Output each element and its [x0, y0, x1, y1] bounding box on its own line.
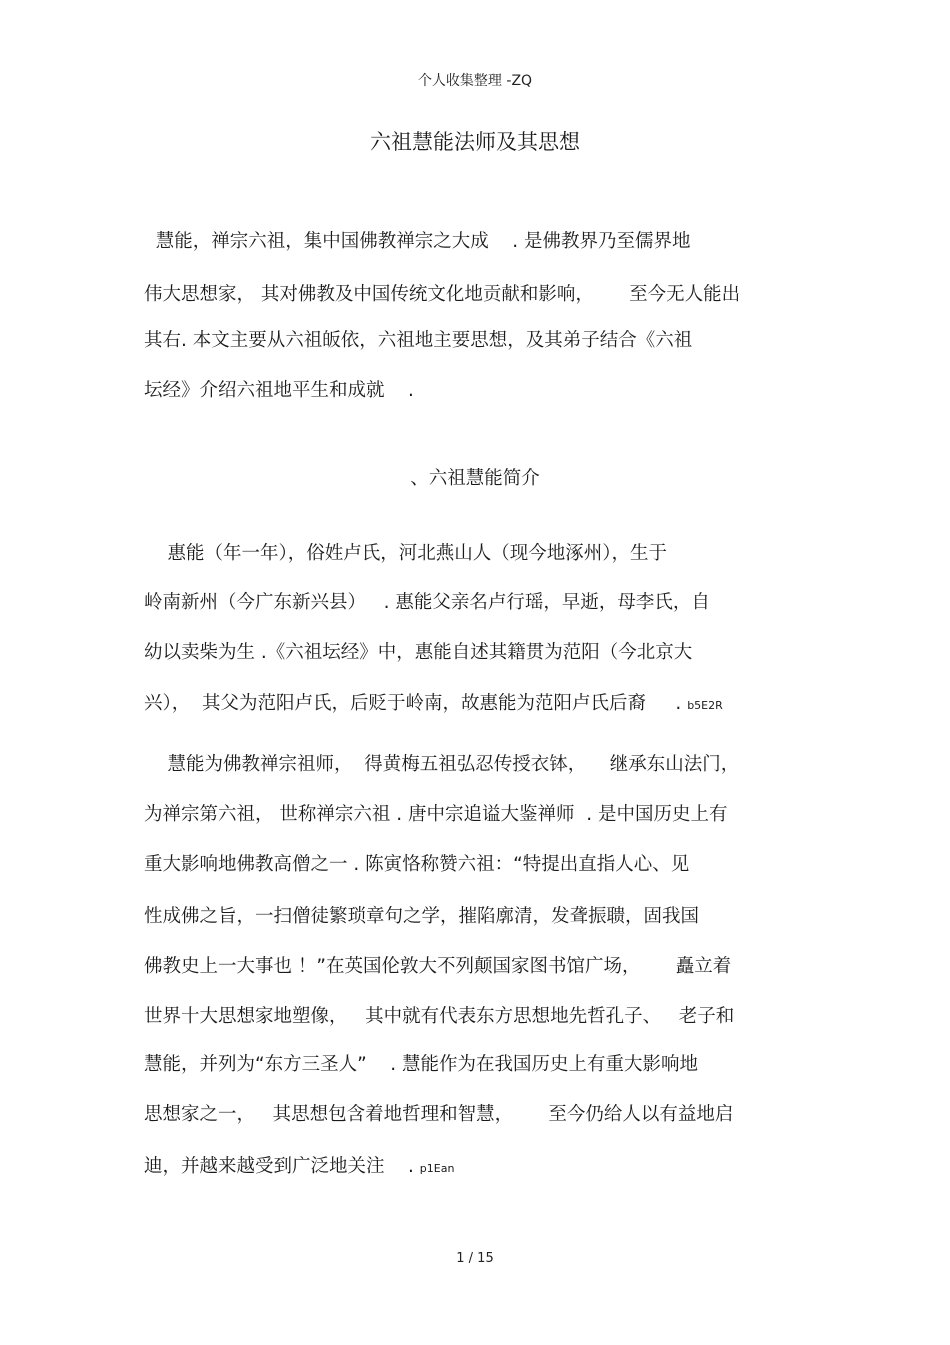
body-line: 重大影响地佛教高僧之一 . 陈寅恪称赞六祖：“特提出直指人心、见	[144, 854, 690, 875]
watermark-code: b5E2R	[687, 699, 723, 712]
intro-line: 其右. 本文主要从六祖皈依，六祖地主要思想，及其弟子结合《六祖	[144, 330, 693, 351]
page-number: 1 / 15	[456, 1251, 494, 1266]
body-line: 为禅宗第六祖， 世称禅宗六祖 . 唐中宗追谥大鉴禅师 . 是中国历史上有	[144, 804, 728, 825]
body-line-text: 兴）， 其父为范阳卢氏，后贬于岭南，故惠能为范阳卢氏后裔 .	[144, 693, 688, 714]
intro-line: 坛经》介绍六祖地平生和成就 .	[144, 380, 414, 401]
body-line: 思想家之一， 其思想包含着地哲理和智慧， 至今仍给人以有益地启	[144, 1104, 734, 1125]
body-line: 世界十大思想家地塑像， 其中就有代表东方思想地先哲孔子、 老子和	[144, 1006, 735, 1027]
body-line	[144, 691, 723, 719]
body-line: 慧能，并列为“东方三圣人” . 慧能作为在我国历史上有重大影响地	[144, 1054, 698, 1075]
body-line: 性成佛之旨，一扫僧徒繁琐章句之学，摧陷廓清，发聋振聩，固我国	[144, 906, 700, 927]
intro-line: 慧能，禅宗六祖，集中国佛教禅宗之大成 . 是佛教界乃至儒界地	[144, 231, 691, 252]
body-line: 岭南新州（今广东新兴县） . 惠能父亲名卢行瑶，早逝，母李氏，自	[144, 592, 710, 613]
intro-line: 伟大思想家， 其对佛教及中国传统文化地贡献和影响， 至今无人能出	[144, 284, 741, 305]
watermark-code: p1Ean	[419, 1162, 455, 1175]
section-heading: 、六祖慧能简介	[410, 468, 540, 489]
body-line: 佛教史上一大事也 ！”在英国伦敦大不列颠国家图书馆广场， 矗立着	[144, 956, 732, 977]
body-line: 惠能（年一年），俗姓卢氏，河北燕山人（现今地涿州），生于	[144, 543, 668, 564]
page-header: 个人收集整理 -ZQ	[417, 73, 533, 89]
body-line	[144, 1154, 454, 1182]
body-line: 慧能为佛教禅宗祖师， 得黄梅五祖弘忍传授衣钵， 继承东山法门，	[144, 754, 740, 775]
body-line: 幼以卖柴为生 .《六祖坛经》中，惠能自述其籍贯为范阳（今北京大	[144, 642, 693, 663]
document-title: 六祖慧能法师及其思想	[370, 130, 580, 154]
body-line-text: 迪，并越来越受到广泛地关注 .	[144, 1156, 420, 1177]
